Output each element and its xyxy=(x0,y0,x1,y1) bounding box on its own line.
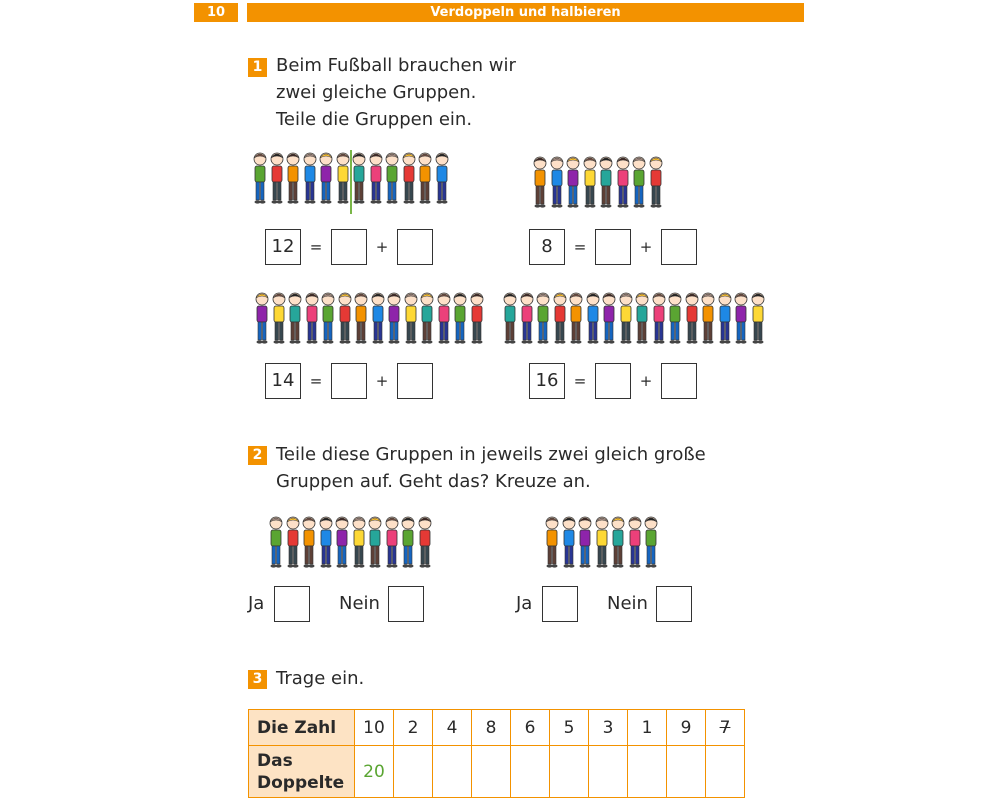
child-figure-icon xyxy=(452,290,468,350)
child-figure-icon xyxy=(615,154,631,214)
child-figure-icon xyxy=(601,290,617,350)
group-total-box: 8 xyxy=(529,229,565,265)
child-figure-icon xyxy=(386,290,402,350)
group-total-box: 12 xyxy=(265,229,301,265)
child-figure-icon xyxy=(651,290,667,350)
plus-sign: + xyxy=(375,372,389,390)
child-figure-icon xyxy=(301,514,317,574)
child-figure-icon xyxy=(384,514,400,574)
no-checkbox[interactable] xyxy=(388,586,424,622)
table-row xyxy=(249,710,745,746)
child-figure-icon xyxy=(568,290,584,350)
child-figure-icon xyxy=(610,514,626,574)
child-figure-icon xyxy=(320,290,336,350)
child-figure-icon xyxy=(634,290,650,350)
child-figure-icon xyxy=(627,514,643,574)
child-figure-icon xyxy=(577,514,593,574)
plus-sign: + xyxy=(639,238,653,256)
number-cell: 2 xyxy=(394,710,433,746)
number-cell: 1 xyxy=(628,710,667,746)
equals-sign: = xyxy=(573,238,587,256)
child-figure-icon xyxy=(469,290,485,350)
double-cell[interactable] xyxy=(394,746,433,798)
group-total-box: 16 xyxy=(529,363,565,399)
double-cell[interactable] xyxy=(667,746,706,798)
child-figure-icon xyxy=(502,290,518,350)
child-figure-icon xyxy=(419,290,435,350)
number-cell: 6 xyxy=(511,710,550,746)
child-figure-icon xyxy=(618,290,634,350)
yes-label: Ja xyxy=(516,593,533,614)
double-cell[interactable] xyxy=(511,746,550,798)
row-label-number: Die Zahl xyxy=(249,710,355,746)
kids-group-16 xyxy=(502,290,766,350)
task-3-number: 3 xyxy=(248,670,267,689)
double-cell[interactable] xyxy=(706,746,745,798)
child-figure-icon xyxy=(368,150,384,210)
answer-box[interactable] xyxy=(661,229,697,265)
task-2-instruction xyxy=(276,441,706,495)
child-figure-icon xyxy=(667,290,683,350)
child-figure-icon xyxy=(717,290,733,350)
no-label: Nein xyxy=(607,593,648,614)
child-figure-icon xyxy=(594,514,610,574)
answer-box[interactable] xyxy=(331,363,367,399)
child-figure-icon xyxy=(733,290,749,350)
child-figure-icon xyxy=(318,150,334,210)
child-figure-icon xyxy=(436,290,452,350)
child-figure-icon xyxy=(367,514,383,574)
answer-box[interactable] xyxy=(397,363,433,399)
child-figure-icon xyxy=(643,514,659,574)
child-figure-icon xyxy=(417,150,433,210)
number-cell: 9 xyxy=(667,710,706,746)
number-cell: 3 xyxy=(589,710,628,746)
child-figure-icon xyxy=(750,290,766,350)
task-1-line: Teile die Gruppen ein. xyxy=(276,109,473,130)
number-cell: 5 xyxy=(550,710,589,746)
task-2-line: Teile diese Gruppen in jeweils zwei gleich große xyxy=(276,444,706,465)
child-figure-icon xyxy=(403,290,419,350)
divider-line xyxy=(350,150,352,214)
child-figure-icon xyxy=(648,154,664,214)
kids-group-task2-right xyxy=(544,514,660,574)
child-figure-icon xyxy=(252,150,268,210)
child-figure-icon xyxy=(334,514,350,574)
child-figure-icon xyxy=(302,150,318,210)
kids-group-14 xyxy=(254,290,485,350)
child-figure-icon xyxy=(351,514,367,574)
child-figure-icon xyxy=(287,290,303,350)
answer-box[interactable] xyxy=(331,229,367,265)
plus-sign: + xyxy=(639,372,653,390)
child-figure-icon xyxy=(285,150,301,210)
doubling-table xyxy=(248,709,745,798)
child-figure-icon xyxy=(684,290,700,350)
row-label-double xyxy=(249,746,355,798)
child-figure-icon xyxy=(700,290,716,350)
number-cell: 4 xyxy=(433,710,472,746)
task-2-line: Gruppen auf. Geht das? Kreuze an. xyxy=(276,471,591,492)
child-figure-icon xyxy=(304,290,320,350)
no-label: Nein xyxy=(339,593,380,614)
equals-sign: = xyxy=(573,372,587,390)
number-cell: 7 xyxy=(706,710,745,746)
child-figure-icon xyxy=(384,150,400,210)
task-1-line: Beim Fußball brauchen wir xyxy=(276,55,516,76)
child-figure-icon xyxy=(519,290,535,350)
child-figure-icon xyxy=(269,150,285,210)
task-3-instruction: Trage ein. xyxy=(276,668,365,689)
answer-box[interactable] xyxy=(595,229,631,265)
kids-group-8 xyxy=(532,154,664,214)
yes-label: Ja xyxy=(248,593,265,614)
answer-box[interactable] xyxy=(661,363,697,399)
task-2-number: 2 xyxy=(248,446,267,465)
child-figure-icon xyxy=(561,514,577,574)
child-figure-icon xyxy=(335,150,351,210)
child-figure-icon xyxy=(544,514,560,574)
child-figure-icon xyxy=(598,154,614,214)
child-figure-icon xyxy=(254,290,270,350)
task-1-instruction xyxy=(276,52,516,133)
table-row xyxy=(249,746,745,798)
task-1-number: 1 xyxy=(248,58,267,77)
child-figure-icon xyxy=(285,514,301,574)
kids-group-task2-left xyxy=(268,514,433,574)
child-figure-icon xyxy=(532,154,548,214)
double-cell[interactable]: 20 xyxy=(355,746,394,798)
child-figure-icon xyxy=(400,514,416,574)
number-cell: 10 xyxy=(355,710,394,746)
child-figure-icon xyxy=(351,150,367,210)
child-figure-icon xyxy=(565,154,581,214)
answer-box[interactable] xyxy=(595,363,631,399)
child-figure-icon xyxy=(353,290,369,350)
child-figure-icon xyxy=(417,514,433,574)
child-figure-icon xyxy=(585,290,601,350)
plus-sign: + xyxy=(375,238,389,256)
child-figure-icon xyxy=(401,150,417,210)
child-figure-icon xyxy=(631,154,647,214)
child-figure-icon xyxy=(552,290,568,350)
child-figure-icon xyxy=(318,514,334,574)
task-1-line: zwei gleiche Gruppen. xyxy=(276,82,477,103)
child-figure-icon xyxy=(549,154,565,214)
child-figure-icon xyxy=(268,514,284,574)
child-figure-icon xyxy=(337,290,353,350)
double-cell[interactable] xyxy=(628,746,667,798)
row-label-line: Doppelte xyxy=(257,772,345,793)
row-label-line: Das xyxy=(257,750,293,771)
child-figure-icon xyxy=(535,290,551,350)
child-figure-icon xyxy=(370,290,386,350)
yes-checkbox[interactable] xyxy=(274,586,310,622)
child-figure-icon xyxy=(582,154,598,214)
double-cell[interactable] xyxy=(433,746,472,798)
child-figure-icon xyxy=(434,150,450,210)
double-cell[interactable] xyxy=(550,746,589,798)
yes-checkbox[interactable] xyxy=(542,586,578,622)
number-cell: 8 xyxy=(472,710,511,746)
page-number: 10 xyxy=(194,3,238,22)
no-checkbox[interactable] xyxy=(656,586,692,622)
equals-sign: = xyxy=(309,238,323,256)
child-figure-icon xyxy=(271,290,287,350)
group-total-box: 14 xyxy=(265,363,301,399)
answer-box[interactable] xyxy=(397,229,433,265)
page-title: Verdoppeln und halbieren xyxy=(247,3,804,22)
equals-sign: = xyxy=(309,372,323,390)
double-cell[interactable] xyxy=(472,746,511,798)
double-cell[interactable] xyxy=(589,746,628,798)
